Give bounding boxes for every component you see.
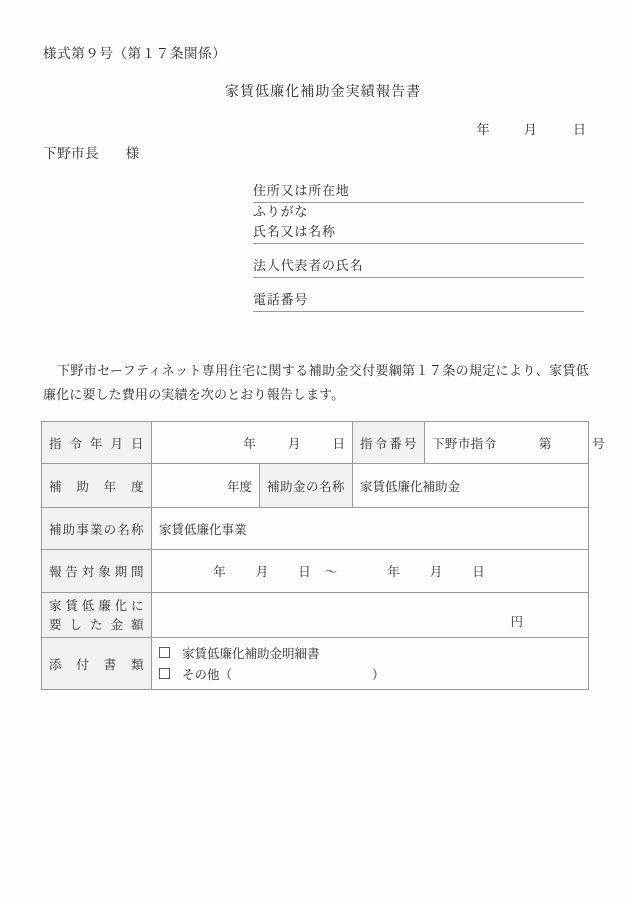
- period-start-day-label: 日: [298, 564, 311, 579]
- label-attachments: 添付書類: [42, 638, 152, 690]
- table-row-amount: [42, 593, 589, 638]
- applicant-furigana-label: ふりがな: [253, 205, 309, 220]
- amount-unit: 円: [510, 614, 524, 629]
- applicant-address-row[interactable]: [253, 182, 584, 203]
- attachment-statement-label: 家賃低廉化補助金明細書: [181, 645, 320, 661]
- date-month-label: 月: [523, 123, 537, 138]
- label-amount: 家賃低廉化に 要した金額: [42, 593, 152, 638]
- attachment-other-label-after: ）: [371, 666, 385, 682]
- applicant-furigana-row[interactable]: [253, 203, 584, 223]
- applicant-name-label: 氏名又は名称: [253, 225, 336, 240]
- period-start-year-label: 年: [213, 564, 226, 579]
- body-paragraph: [43, 360, 589, 408]
- table-row-project-name: [42, 508, 589, 550]
- value-order-date[interactable]: [152, 422, 353, 464]
- applicant-address-label: 住所又は所在地: [253, 184, 350, 199]
- attachment-item-other[interactable]: [159, 664, 581, 685]
- project-name-text: 家賃低廉化事業: [159, 521, 247, 537]
- order-date-month-label: 月: [288, 435, 301, 451]
- period-tilde: ～: [324, 564, 338, 579]
- attachment-item-statement[interactable]: [159, 643, 581, 664]
- label-order-date: 指令年月日: [42, 422, 152, 464]
- order-number-dai: 第: [538, 435, 552, 451]
- checkbox-icon[interactable]: [159, 647, 170, 658]
- submission-date-line: [477, 119, 586, 138]
- document-title: [0, 81, 630, 101]
- applicant-phone-label: 電話番号: [253, 293, 309, 308]
- table-row-attachments: [42, 638, 589, 690]
- applicant-representative-row[interactable]: [253, 257, 584, 278]
- applicant-spacer-1: [253, 244, 584, 257]
- period-start-month-label: 月: [255, 564, 269, 579]
- period-end-year-label: 年: [387, 564, 400, 579]
- value-project-name[interactable]: [152, 508, 589, 550]
- checkbox-icon[interactable]: [159, 668, 170, 679]
- order-date-year-label: 年: [243, 435, 257, 451]
- applicant-spacer-2: [253, 278, 584, 291]
- value-subsidy-name[interactable]: [353, 464, 589, 508]
- label-subsidy-name: 補助金の名称: [260, 464, 353, 508]
- value-fiscal-year[interactable]: [152, 464, 260, 508]
- label-order-number: 指令番号: [353, 422, 425, 464]
- order-date-day-label: 日: [332, 435, 346, 451]
- order-number-go: 号: [592, 435, 606, 451]
- addressee-name: 下野市長: [43, 146, 99, 162]
- addressee-honorific: 様: [125, 146, 140, 162]
- value-attachments: [152, 638, 589, 690]
- period-end-day-label: 日: [472, 564, 485, 579]
- date-year-label: 年: [476, 123, 490, 138]
- label-report-period: 報告対象期間: [42, 550, 152, 593]
- value-report-period[interactable]: [152, 550, 589, 593]
- applicant-name-row[interactable]: [253, 223, 584, 244]
- addressee: [43, 142, 140, 162]
- applicant-representative-label: 法人代表者の氏名: [253, 259, 364, 274]
- body-paragraph-text: 下野市セーフティネット専用住宅に関する補助金交付要綱第１７条の規定により、家賃低廉化に要した費用の実績を次のとおり報告します。: [43, 364, 589, 403]
- date-day-label: 日: [572, 123, 586, 138]
- applicant-block: [253, 182, 584, 312]
- subsidy-name-text: 家賃低廉化補助金: [360, 478, 461, 494]
- value-order-number[interactable]: [425, 422, 606, 464]
- fiscal-year-unit: 年度: [226, 478, 252, 494]
- label-project-name: 補助事業の名称: [42, 508, 152, 550]
- label-fiscal-year: 補助年度: [42, 464, 152, 508]
- table-row-order-date: [42, 422, 589, 464]
- attachment-other-label-before: その他（: [181, 666, 232, 682]
- table-row-fiscal-year: [42, 464, 589, 508]
- order-number-prefix: 下野市指令: [432, 435, 497, 451]
- value-amount[interactable]: [152, 593, 589, 638]
- applicant-phone-row[interactable]: [253, 291, 584, 312]
- period-end-month-label: 月: [429, 564, 443, 579]
- document-title-text: 家賃低廉化補助金実績報告書: [224, 84, 422, 100]
- table-row-report-period: [42, 550, 589, 593]
- report-table: [41, 421, 606, 690]
- form-code: 様式第９号（第１７条関係）: [43, 46, 227, 62]
